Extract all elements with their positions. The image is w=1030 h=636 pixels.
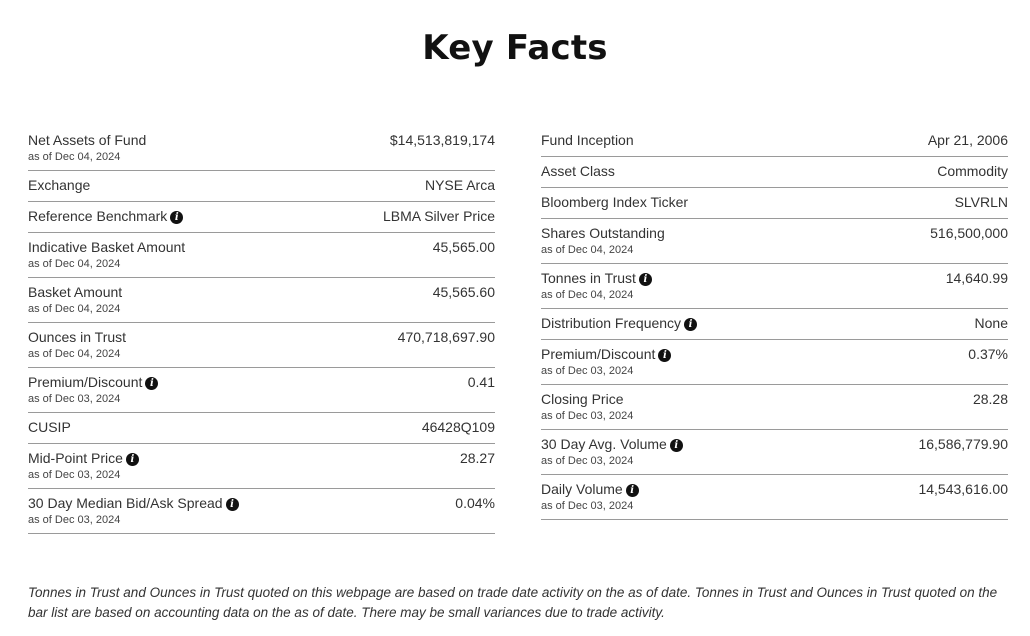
fact-value: 14,543,616.00 xyxy=(918,481,1008,497)
as-of-date: as of Dec 03, 2024 xyxy=(541,365,634,377)
fact-label-text: Tonnes in Trust xyxy=(541,270,636,286)
fact-row-net-assets-of-fund xyxy=(28,126,495,171)
as-of-date: as of Dec 03, 2024 xyxy=(28,469,121,481)
fact-row-tonnes-in-trust xyxy=(541,264,1008,309)
fact-value: Apr 21, 2006 xyxy=(927,132,1008,148)
fact-label-text: Bloomberg Index Ticker xyxy=(541,194,689,210)
fact-label-group xyxy=(28,494,239,527)
fact-row-distribution-frequency xyxy=(541,309,1008,340)
fact-label xyxy=(28,238,185,256)
as-of-date: as of Dec 04, 2024 xyxy=(28,151,121,163)
fact-value: 46428Q109 xyxy=(421,419,495,435)
info-icon[interactable]: i xyxy=(658,349,671,362)
page-title: Key Facts xyxy=(422,28,608,68)
fact-row-30-day-median-bid-ask-spread xyxy=(28,489,495,534)
fact-value: 16,586,779.90 xyxy=(918,436,1008,452)
fact-label-text: Reference Benchmark xyxy=(28,208,168,224)
fact-row-basket-amount xyxy=(28,278,495,323)
fact-row-premium-discount xyxy=(541,340,1008,385)
fact-row-indicative-basket-amount xyxy=(28,233,495,278)
fact-label xyxy=(541,162,615,180)
fact-value: 0.41 xyxy=(467,374,495,390)
as-of-date: as of Dec 03, 2024 xyxy=(28,393,121,405)
fact-row-mid-point-price xyxy=(28,444,495,489)
fact-label-group xyxy=(28,328,126,361)
fact-label-text: Ounces in Trust xyxy=(28,329,127,345)
fact-row-30-day-avg-volume xyxy=(541,430,1008,475)
fact-label xyxy=(28,449,139,467)
fact-label-group xyxy=(28,283,122,316)
fact-value: $14,513,819,174 xyxy=(389,132,495,148)
fact-label-text: Daily Volume xyxy=(541,481,623,497)
fact-value: LBMA Silver Price xyxy=(382,208,495,224)
fact-value: 28.28 xyxy=(972,391,1008,407)
info-icon[interactable]: i xyxy=(126,453,139,466)
fact-label xyxy=(28,494,239,512)
fact-row-exchange xyxy=(28,171,495,202)
fact-label-group xyxy=(28,207,183,225)
fact-label-text: Indicative Basket Amount xyxy=(28,239,186,255)
fact-label-group xyxy=(541,224,665,257)
fact-label-text: Mid-Point Price xyxy=(28,450,123,466)
fact-row-cusip xyxy=(28,413,495,444)
fact-label-text: Shares Outstanding xyxy=(541,225,665,241)
fact-label-text: 30 Day Median Bid/Ask Spread xyxy=(28,495,223,511)
fact-label-group xyxy=(541,390,633,423)
fact-label-text: Fund Inception xyxy=(541,132,634,148)
as-of-date: as of Dec 04, 2024 xyxy=(541,289,634,301)
info-icon[interactable]: i xyxy=(626,484,639,497)
fact-label xyxy=(28,207,183,225)
info-icon[interactable]: i xyxy=(145,377,158,390)
fact-label xyxy=(28,418,71,436)
fact-label-text: Premium/Discount xyxy=(28,374,143,390)
fact-label xyxy=(28,328,126,346)
fact-value: 14,640.99 xyxy=(945,270,1008,286)
info-icon[interactable]: i xyxy=(170,211,183,224)
info-icon[interactable]: i xyxy=(684,318,697,331)
fact-label xyxy=(541,345,671,363)
fact-row-closing-price xyxy=(541,385,1008,430)
fact-row-asset-class xyxy=(541,157,1008,188)
info-icon[interactable]: i xyxy=(639,273,652,286)
fact-label-group xyxy=(28,449,139,482)
fact-label-text: Asset Class xyxy=(541,163,615,179)
fact-row-shares-outstanding xyxy=(541,219,1008,264)
fact-label-text: CUSIP xyxy=(28,419,71,435)
as-of-date: as of Dec 04, 2024 xyxy=(28,303,121,315)
fact-label xyxy=(541,435,683,453)
fact-row-daily-volume xyxy=(541,475,1008,520)
fact-value: None xyxy=(974,315,1008,331)
fact-label-text: Distribution Frequency xyxy=(541,315,682,331)
fact-row-reference-benchmark xyxy=(28,202,495,233)
fact-label xyxy=(541,193,688,211)
fact-label xyxy=(541,224,665,242)
fact-label-group xyxy=(28,176,90,194)
fact-value: 28.27 xyxy=(459,450,495,466)
fact-row-fund-inception xyxy=(541,126,1008,157)
fact-label xyxy=(541,480,639,498)
fact-label-text: Closing Price xyxy=(541,391,624,407)
fact-value: Commodity xyxy=(937,163,1008,179)
fact-label-group xyxy=(541,314,697,332)
footnote: Tonnes in Trust and Ounces in Trust quoted on this webpage are based on trade date activity on the as of date. Tonnes in Trust and Ounces in Trust quoted on the bar list are based on accounting data on the as of date. There may be small variances due to trade activity. xyxy=(28,585,998,620)
as-of-date: as of Dec 03, 2024 xyxy=(28,514,121,526)
fact-label xyxy=(28,373,158,391)
fact-row-bloomberg-index-ticker xyxy=(541,188,1008,219)
fact-label-group xyxy=(541,193,688,211)
fact-label-group xyxy=(541,345,671,378)
fact-value: 0.04% xyxy=(455,495,495,511)
fact-label-group xyxy=(28,131,146,164)
fact-label-group xyxy=(28,373,158,406)
fact-label-group xyxy=(541,480,639,513)
info-icon[interactable]: i xyxy=(670,439,683,452)
fact-value: SLVRLN xyxy=(954,194,1008,210)
fact-value: NYSE Arca xyxy=(424,177,495,193)
fact-label xyxy=(541,390,633,408)
fact-label-text: Net Assets of Fund xyxy=(28,132,147,148)
fact-value: 45,565.60 xyxy=(432,284,495,300)
as-of-date: as of Dec 03, 2024 xyxy=(541,500,634,512)
fact-label xyxy=(541,314,697,332)
fact-label-group xyxy=(541,131,634,149)
fact-value: 516,500,000 xyxy=(930,225,1008,241)
info-icon[interactable]: i xyxy=(226,498,239,511)
fact-label-text: Premium/Discount xyxy=(541,346,656,362)
fact-label-text: Exchange xyxy=(28,177,91,193)
fact-label-group xyxy=(28,238,185,271)
fact-row-premium-discount xyxy=(28,368,495,413)
fact-label xyxy=(541,269,652,287)
fact-label xyxy=(541,131,634,149)
as-of-date: as of Dec 04, 2024 xyxy=(28,348,121,360)
key-facts-right-column xyxy=(541,126,1008,520)
fact-value: 470,718,697.90 xyxy=(397,329,495,345)
fact-label-group xyxy=(28,418,71,436)
key-facts-left-column xyxy=(28,126,495,534)
as-of-date: as of Dec 03, 2024 xyxy=(541,455,634,467)
fact-label xyxy=(28,283,122,301)
fact-label-group xyxy=(541,162,615,180)
fact-label xyxy=(28,176,90,194)
as-of-date: as of Dec 04, 2024 xyxy=(28,258,121,270)
fact-value: 0.37% xyxy=(968,346,1008,362)
as-of-date: as of Dec 03, 2024 xyxy=(541,410,634,422)
fact-row-ounces-in-trust xyxy=(28,323,495,368)
as-of-date: as of Dec 04, 2024 xyxy=(541,244,634,256)
fact-label xyxy=(28,131,146,149)
fact-label-group xyxy=(541,435,683,468)
fact-label-text: Basket Amount xyxy=(28,284,123,300)
fact-label-text: 30 Day Avg. Volume xyxy=(541,436,667,452)
fact-value: 45,565.00 xyxy=(432,239,495,255)
fact-label-group xyxy=(541,269,652,302)
